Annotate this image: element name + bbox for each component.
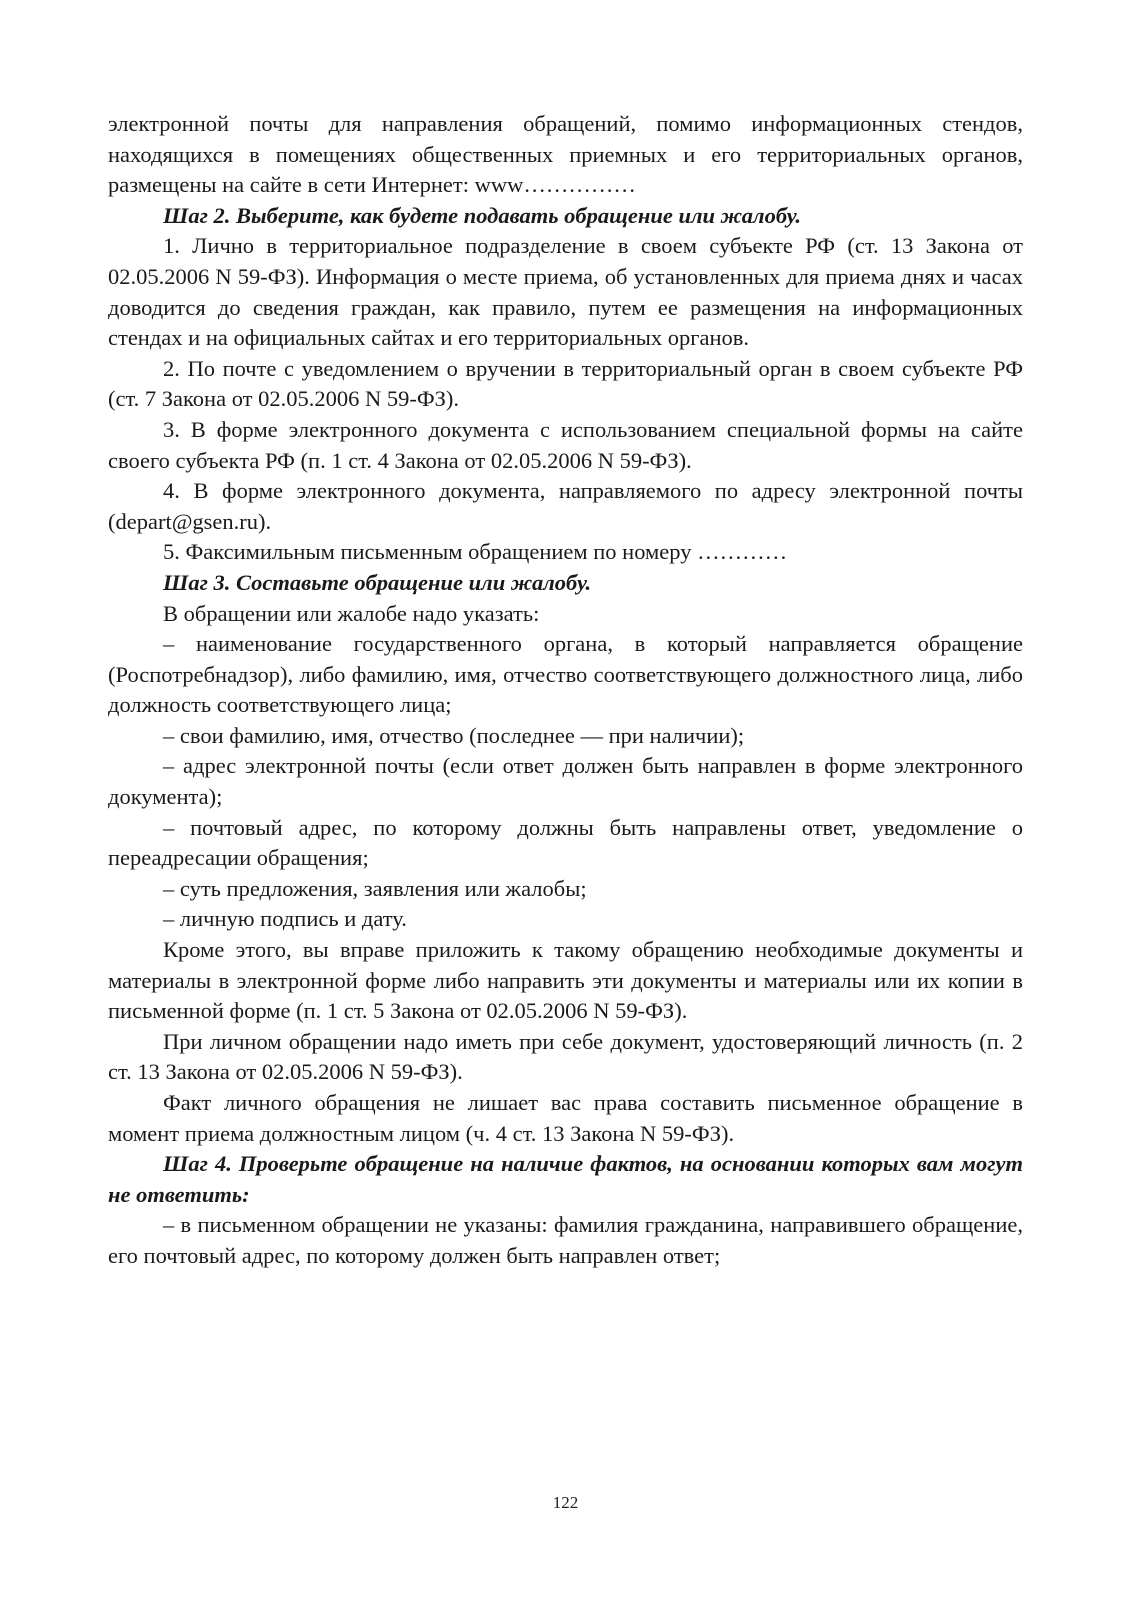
paragraph-requirements-intro: В обращении или жалобе надо указать:	[163, 600, 540, 626]
step-2-heading: Шаг 2. Выберите, как будете подавать обращение или жалобу.	[163, 202, 801, 228]
paragraph-identity: При личном обращении надо иметь при себе документ, удостоверяющий личность (п. 2 ст. 13 Закона от 02.05.2006 N 59-ФЗ).	[108, 1028, 1023, 1085]
list-item-full-name: – свои фамилию, имя, отчество (последнее — при наличии);	[163, 722, 745, 748]
list-item-authority: – наименование государственного органа, в который направляется обращение (Роспотребнадзор), либо фамилию, имя, отчество соответствующего должностного лица, либо должность соответствующего лица;	[108, 631, 1023, 718]
paragraph-intro: электронной почты для направления обращений, помимо информационных стендов, находящихся в помещениях общественных приемных и его территориальных органов, размещены на сайте в сети Интернет: www……………	[108, 111, 1023, 198]
page-number: 122	[552, 1493, 579, 1512]
paragraph-attachments: Кроме этого, вы вправе приложить к такому обращению необходимые документы и материалы в электронной форме либо направить эти документы и материалы или их копии в письменной форме (п. 1 ст. 5 Закона от 02.05.2006 N 59-ФЗ).	[108, 937, 1023, 1024]
list-item-signature: – личную подпись и дату.	[163, 906, 407, 932]
paragraph-written-appeal: Факт личного обращения не лишает вас права составить письменное обращение в момент приема должностным лицом (ч. 4 ст. 13 Закона N 59-ФЗ).	[108, 1090, 1023, 1146]
list-item-email: – адрес электронной почты (если ответ должен быть направлен в форме электронного документа);	[108, 753, 1023, 810]
paragraph-method-2: 2. По почте с уведомлением о вручении в территориальный орган в своем субъекте РФ (ст. 7 Закона от 02.05.2006 N 59-ФЗ).	[108, 355, 1023, 412]
paragraph-method-4: 4. В форме электронного документа, направляемого по адресу электронной почты (depart@gsen.ru).	[108, 478, 1023, 534]
list-item-essence: – суть предложения, заявления или жалобы;	[163, 875, 587, 901]
paragraph-method-5: 5. Факсимильным письменным обращением по номеру …………	[163, 539, 788, 565]
paragraph-method-1: 1. Лично в территориальное подразделение в своем субъекте РФ (ст. 13 Закона от 02.05.2006 N 59-ФЗ). Информация о месте приема, об установленных для приема днях и часах доводится до сведения граждан, как правило, путем ее размещения на информационных стендах и на официальных сайтах и его территориальных органов.	[108, 233, 1023, 351]
paragraph-method-3: 3. В форме электронного документа с использованием специальной формы на сайте своего субъекта РФ (п. 1 ст. 4 Закона от 02.05.2006 N 59-ФЗ).	[108, 416, 1023, 473]
step-3-heading: Шаг 3. Составьте обращение или жалобу.	[163, 569, 592, 595]
list-item-missing-info: – в письменном обращении не указаны: фамилия гражданина, направившего обращение, его почтовый адрес, по которому должен быть направлен ответ;	[108, 1212, 1023, 1268]
list-item-postal-address: – почтовый адрес, по которому должны быть направлены ответ, уведомление о переадресации обращения;	[108, 814, 1023, 871]
page-body	[108, 109, 1023, 1272]
step-4-heading: Шаг 4. Проверьте обращение на наличие фактов, на основании которых вам могут не ответить:	[108, 1151, 1023, 1207]
